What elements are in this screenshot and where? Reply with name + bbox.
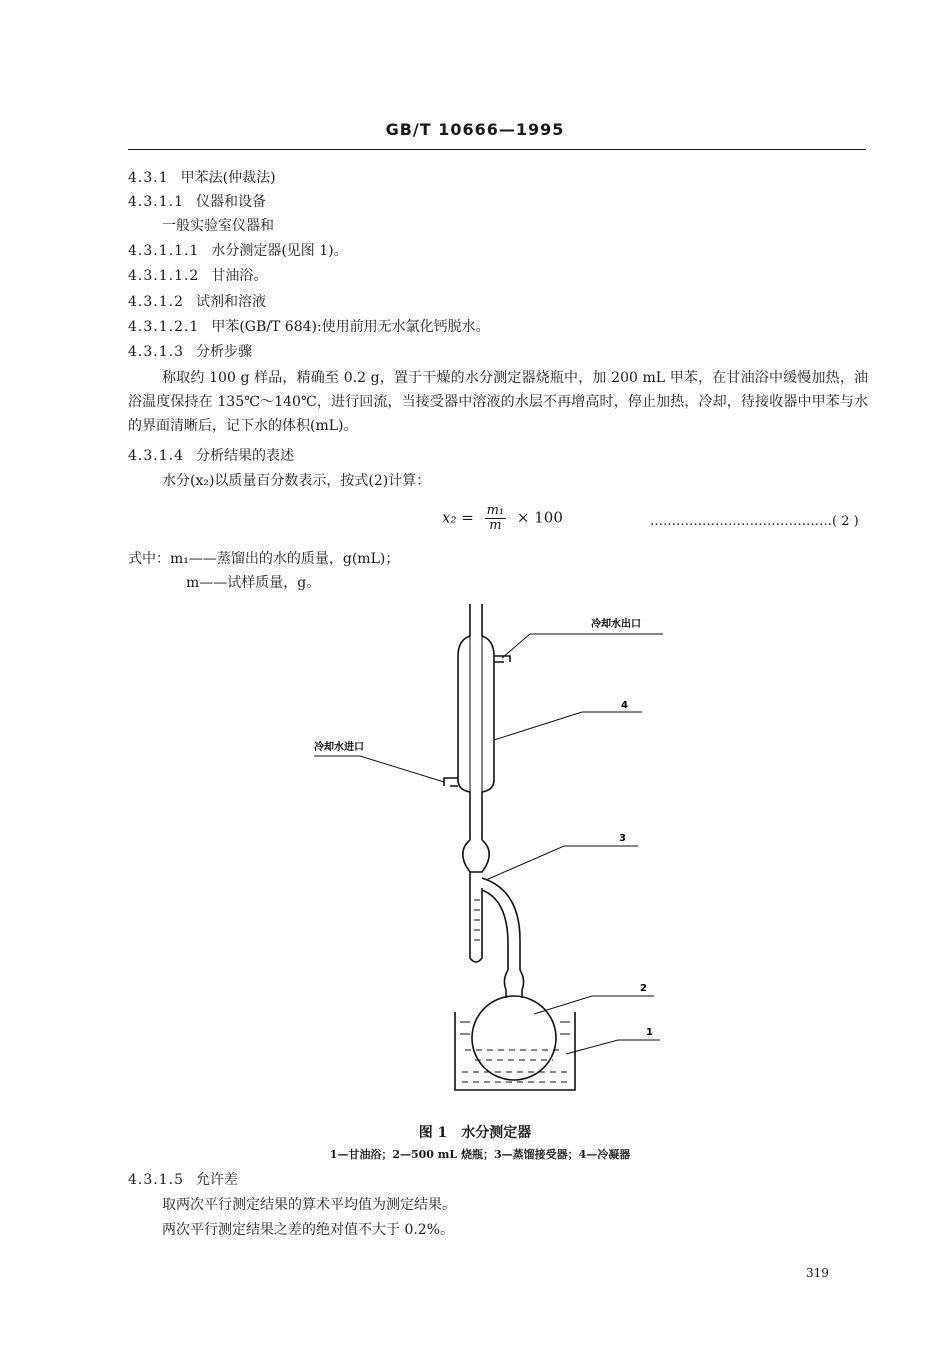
leader-outlet — [502, 634, 663, 658]
formula-rhs: × 100 — [516, 508, 563, 527]
label-outlet: 冷却水出口 — [591, 619, 641, 630]
section-title: 水分测定器(见图 1)。 — [211, 243, 348, 259]
leader-4 — [494, 712, 642, 740]
section-title: 仪器和设备 — [195, 194, 266, 210]
label-3: 3 — [619, 833, 626, 844]
label-1: 1 — [646, 1027, 653, 1038]
round-bottom-flask — [472, 996, 556, 1080]
condenser-inner-tube — [470, 636, 482, 792]
graduated-receiver-tube — [470, 872, 482, 962]
side-arm-inner — [482, 890, 508, 970]
side-arm-outer — [482, 878, 520, 970]
tolerance-text-1: 取两次平行测定结果的算术平均值为测定结果。 — [162, 1197, 456, 1213]
section-number: 4.3.1 — [128, 170, 169, 186]
section-number: 4.3.1.2 — [128, 294, 184, 310]
section-title: 甲苯法(仲裁法) — [180, 170, 276, 186]
section-number: 4.3.1.3 — [128, 344, 184, 360]
variable-def-m: m——试样质量，g。 — [186, 575, 321, 591]
formula-numerator: m₁ — [486, 503, 505, 518]
leader-2 — [534, 996, 654, 1014]
formula-denominator: m — [489, 518, 502, 533]
section-title: 试剂和溶液 — [195, 294, 266, 310]
flask-neck — [504, 970, 523, 998]
leader-3 — [486, 846, 638, 880]
leader-inlet — [314, 756, 444, 782]
formula-lhs: x₂ = — [442, 508, 474, 527]
section-number: 4.3.1.2.1 — [128, 319, 200, 335]
page-number: 319 — [806, 1266, 829, 1280]
figure-caption: 图 1 水分测定器 — [418, 1125, 532, 1141]
label-4: 4 — [621, 700, 628, 711]
section-number: 4.3.1.1 — [128, 194, 184, 210]
figure-legend: 1—甘油浴；2—500 mL 烧瓶；3—蒸馏接受器；4—冷凝器 — [329, 1148, 631, 1161]
variable-def-m1: 式中：m₁——蒸馏出的水的质量，g(mL)； — [128, 551, 400, 567]
label-inlet: 冷却水进口 — [314, 742, 364, 753]
page-header: GB/T 10666—1995 — [385, 120, 565, 139]
equipment-text: 一般实验室仪器和 — [162, 218, 274, 234]
calculation-intro: 水分(x₂)以质量百分数表示，按式(2)计算： — [162, 473, 431, 489]
section-number: 4.3.1.1.1 — [128, 243, 200, 259]
condenser-jacket-left — [458, 636, 470, 805]
graduation-marks — [474, 900, 480, 940]
procedure-paragraph: 称取约 100 g 样品，精确至 0.2 g，置于干燥的水分测定器烧瓶中，加 200 mL 甲苯，在甘油浴中缓慢加热，油浴温度保持在 135℃～140℃，进行回流，当接受器中溶液的水层不再增高时，停止加热，冷却，待接收器中甲苯与水的界面清晰后，记下水的体积(mL)。 — [128, 370, 868, 434]
section-title: 分析步骤 — [195, 344, 252, 360]
condenser-bottom-tube — [470, 805, 482, 840]
glycerin-bath — [455, 1012, 575, 1090]
section-title: 分析结果的表述 — [195, 448, 294, 464]
tolerance-text-2: 两次平行测定结果之差的绝对值不大于 0.2%。 — [162, 1222, 455, 1238]
section-title: 甘油浴。 — [211, 268, 268, 284]
section-number: 4.3.1.5 — [128, 1172, 184, 1188]
section-title: 甲苯(GB/T 684):使用前用无水氯化钙脱水。 — [211, 319, 490, 335]
section-number: 4.3.1.1.2 — [128, 268, 200, 284]
section-number: 4.3.1.4 — [128, 448, 184, 464]
condenser-jacket-right — [482, 636, 494, 805]
leader-1 — [566, 1040, 660, 1054]
label-2: 2 — [640, 983, 647, 994]
section-4-3-1-5 — [128, 1170, 238, 1190]
equation-number: ……………………………………( 2 ) — [650, 514, 859, 529]
condenser-top-tube — [470, 604, 482, 636]
section-title: 允许差 — [195, 1172, 238, 1188]
cooling-water-outlet — [494, 656, 510, 662]
cooling-water-inlet — [444, 778, 458, 786]
receiver-joint — [463, 840, 489, 872]
